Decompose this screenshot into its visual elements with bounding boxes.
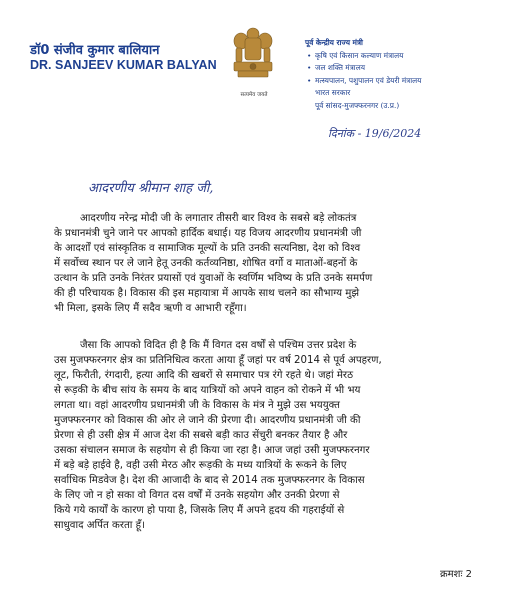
body-line: में सर्वोच्च स्थान पर ले जाने हेतू उनकी कर्तव्यनिष्ठा, शोषित वर्गो व माताओं-बहनों के [54,258,358,269]
ministry-item: • मत्स्यपालन, पशुपालन एवं डेयरी मंत्रालय [305,75,520,88]
sender-name-hindi: डॉ0 संजीव कुमार बालियान [30,43,160,58]
body-line: प्रेरणा से ही उसी क्षेत्र में आज देश की सबसे बड़ी काउ सेंचुरी बनकर तैयार है और [54,430,348,441]
body-line: की ही परिचायक है। विकास की इस महायात्रा में आपके साथ चलने का सौभाग्य मुझे [54,288,360,299]
body-line: किये गये कार्यों के कारण हो पाया है, जिसके लिए मैं अपने हृदय की गहराईयों से [54,505,345,516]
body-line: के आदर्शों एवं सांस्कृतिक व सामाजिक मूल्यों के प्रति उनकी सत्यनिष्ठा, देश को विश्व [54,243,361,254]
letter-date: दिनांक - 19/6/2024 [328,127,422,140]
national-emblem-icon [228,24,278,94]
body-line: साधुवाद अर्पित करता हूँ। [54,520,145,531]
body-paragraph-1 [54,211,486,316]
sender-designation-block [305,37,520,112]
emblem-caption: सत्यमेव जयते [240,92,268,98]
body-line: सर्वाधिक मिडवेज है। देश की आजादी के बाद से 2014 तक मुजफ्फरनगर के विकास [54,475,365,486]
body-line: के लिए जो न हो सका वो विगत दस वर्षों में उनके सहयोग और उनकी प्रेरणा से [54,490,340,501]
body-line: मुजफ्फरनगर को विकास की ओर ले जाने की प्रेरणा दी। आदरणीय प्रधानमंत्री जी की [54,415,361,426]
body-line: से रूड़की के बीच सांय के समय के बाद यात्रियों को अपने वाहन को रोकने में भी भय [54,385,361,396]
ministry-item: • कृषि एवं किसान कल्याण मंत्रालय [305,50,520,63]
designation-title: पूर्व केन्द्रीय राज्य मंत्री [305,38,363,47]
body-line: भी मिला, इसके लिए मैं सदैव ऋणी व आभारी रहूँगा। [54,303,247,314]
body-line: लूट, फिरौती, रंगदारी, हत्या आदि की खबरों से समाचार पत्र रंगे रहते थे। जहां मेरठ [54,370,354,381]
body-line: के प्रधानमंत्री चुने जाने पर आपको हार्दिक बधाई। यह विजय आदरणीय प्रधानमंत्री जी [54,228,362,239]
body-line: उत्थान के प्रति उनके निरंतर प्रयासों एवं युवाओं के स्वर्णिम भविष्य के प्रति उनके समर्पण [54,273,373,284]
body-line: में बड़े बड़े हाईवे है, वही उसी मेरठ और रूड़की के मध्य यात्रियों के रूकने के लिए [54,460,347,471]
body-line: लगता था। वहां आदरणीय प्रधानमंत्री जी के विकास के मंत्र ने मुझे उस भययुक्त [54,400,340,411]
continuation-marker: क्रमशः 2 [440,569,473,580]
salutation: आदरणीय श्रीमान शाह जी, [88,181,214,196]
body-line: उस मुजफ्फरनगर क्षेत्र का प्रतिनिधित्व करता आया हूँ जहां पर वर्ष 2014 से पूर्व अपहरण, [54,355,382,366]
sender-name-english: DR. SANJEEV KUMAR BALYAN [30,58,217,72]
body-line: जैसा कि आपको विदित ही है कि मैं विगत दस वर्षों से पश्चिम उत्तर प्रदेश के [80,340,357,351]
body-paragraph-2 [54,338,486,533]
former-mp-label: पूर्व सांसद-मुजफ्फरनगर (उ.प्र.) [315,100,400,110]
body-line: आदरणीय नरेन्द्र मोदी जी के लगातार तीसरी बार विश्व के सबसे बड़े लोकतंत्र [80,213,357,224]
body-line: उसका संचालन समाज के सहयोग से ही किया जा रहा है। आज जहां उसी मुजफ्फरनगर [54,445,370,456]
government-label: भारत सरकार [315,88,351,97]
ministry-item: • जल शक्ति मंत्रालय [305,62,520,75]
